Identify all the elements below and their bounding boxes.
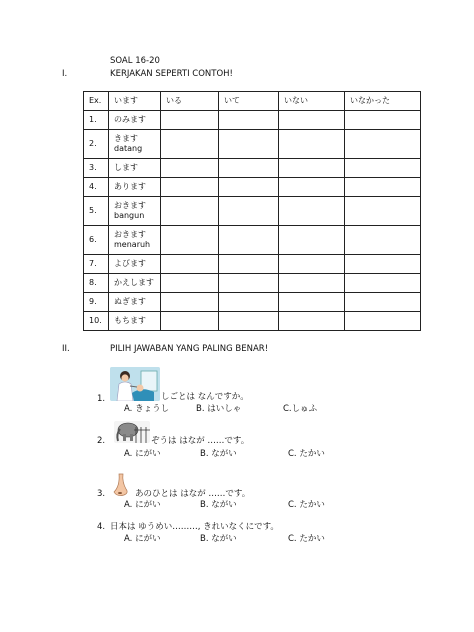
verb-word: あります — [114, 182, 146, 192]
answer-cell[interactable] — [345, 226, 421, 255]
verb-cell — [109, 255, 161, 274]
verb-word: よびます — [114, 259, 146, 269]
section2-number: II. — [62, 344, 70, 354]
verb-meaning: menaruh — [114, 240, 151, 249]
verb-cell — [109, 159, 161, 178]
row-number: 2. — [84, 130, 109, 159]
option-a[interactable]: A. にがい — [124, 534, 161, 544]
verb-word: おきます — [114, 201, 146, 211]
question-number: 1. — [97, 394, 106, 404]
option-a[interactable]: A. にがい — [124, 449, 161, 459]
row-number: 8. — [84, 274, 109, 293]
table-row — [84, 274, 421, 293]
answer-cell[interactable] — [219, 312, 279, 331]
answer-cell[interactable] — [219, 197, 279, 226]
table-row — [84, 178, 421, 197]
table-row — [84, 226, 421, 255]
verb-cell — [109, 312, 161, 331]
table-row — [84, 255, 421, 274]
header-cell: います — [109, 92, 161, 111]
verb-word: きます — [114, 134, 138, 144]
answer-cell[interactable] — [219, 159, 279, 178]
answer-cell[interactable] — [279, 111, 345, 130]
answer-cell[interactable] — [161, 226, 219, 255]
answer-cell[interactable] — [279, 293, 345, 312]
answer-cell[interactable] — [279, 197, 345, 226]
question-text: ぞうは はなが ……です。 — [151, 436, 250, 446]
answer-cell[interactable] — [161, 293, 219, 312]
verb-cell — [109, 130, 161, 159]
answer-cell[interactable] — [161, 178, 219, 197]
verb-word: もちます — [114, 316, 146, 326]
answer-cell[interactable] — [219, 130, 279, 159]
answer-cell[interactable] — [279, 159, 345, 178]
section1-title: KERJAKAN SEPERTI CONTOH! — [110, 69, 233, 79]
verb-word: かえします — [114, 278, 154, 288]
answer-cell[interactable] — [161, 111, 219, 130]
answer-cell[interactable] — [345, 111, 421, 130]
elephant-picture-icon — [114, 421, 150, 443]
answer-cell[interactable] — [345, 312, 421, 331]
answer-cell[interactable] — [345, 178, 421, 197]
answer-cell[interactable] — [345, 130, 421, 159]
option-c[interactable]: C. たかい — [288, 500, 325, 510]
row-number: 6. — [84, 226, 109, 255]
dentist-picture-icon — [110, 367, 160, 401]
table-row — [84, 197, 421, 226]
nose-picture-icon — [111, 472, 133, 499]
row-number: 5. — [84, 197, 109, 226]
table-row — [84, 111, 421, 130]
answer-cell[interactable] — [345, 255, 421, 274]
answer-cell[interactable] — [161, 159, 219, 178]
table-row — [84, 293, 421, 312]
verb-word: のみます — [114, 115, 146, 125]
header-cell: いない — [279, 92, 345, 111]
row-number: 9. — [84, 293, 109, 312]
answer-cell[interactable] — [279, 178, 345, 197]
header-cell: Ex. — [84, 92, 109, 111]
verb-meaning: bangun — [114, 211, 145, 220]
question-text: 日本は ゆうめい………, きれいなくにです。 — [110, 522, 279, 532]
verb-cell — [109, 178, 161, 197]
verb-word: おきます — [114, 230, 146, 240]
question-text: しごとは なんですか。 — [161, 392, 249, 402]
option-b[interactable]: B. はいしゃ — [196, 404, 242, 414]
answer-cell[interactable] — [161, 274, 219, 293]
option-a[interactable]: A. にがい — [124, 500, 161, 510]
answer-cell[interactable] — [161, 312, 219, 331]
question-number: 3. — [97, 489, 106, 499]
row-number: 10. — [84, 312, 109, 331]
answer-cell[interactable] — [219, 111, 279, 130]
option-c[interactable]: C. たかい — [288, 449, 325, 459]
row-number: 4. — [84, 178, 109, 197]
conjugation-table — [83, 91, 421, 331]
row-number: 7. — [84, 255, 109, 274]
verb-word: します — [114, 163, 138, 173]
option-b[interactable]: B. ながい — [200, 500, 237, 510]
section2-title: PILIH JAWABAN YANG PALING BENAR! — [110, 344, 269, 354]
answer-cell[interactable] — [219, 226, 279, 255]
answer-cell[interactable] — [279, 255, 345, 274]
option-b[interactable]: B. ながい — [200, 534, 237, 544]
verb-cell — [109, 274, 161, 293]
verb-cell — [109, 197, 161, 226]
header-cell: いて — [219, 92, 279, 111]
section1-number: I. — [62, 69, 68, 79]
row-number: 1. — [84, 111, 109, 130]
answer-cell[interactable] — [161, 197, 219, 226]
header-cell: いる — [161, 92, 219, 111]
table-row — [84, 130, 421, 159]
answer-cell[interactable] — [345, 274, 421, 293]
verb-cell — [109, 226, 161, 255]
header-cell: いなかった — [345, 92, 421, 111]
worksheet-title: SOAL 16-20 — [110, 56, 160, 66]
answer-cell[interactable] — [345, 197, 421, 226]
table-row — [84, 159, 421, 178]
answer-cell[interactable] — [345, 159, 421, 178]
option-b[interactable]: B. ながい — [200, 449, 237, 459]
answer-cell[interactable] — [219, 255, 279, 274]
answer-cell[interactable] — [279, 226, 345, 255]
verb-cell — [109, 111, 161, 130]
option-c[interactable]: C. たかい — [288, 534, 325, 544]
question-text: あのひとは はなが ……です。 — [135, 489, 251, 499]
answer-cell[interactable] — [345, 293, 421, 312]
verb-meaning: datang — [114, 144, 143, 153]
table-row — [84, 312, 421, 331]
row-number: 3. — [84, 159, 109, 178]
verb-cell — [109, 293, 161, 312]
answer-cell[interactable] — [161, 255, 219, 274]
answer-cell[interactable] — [219, 274, 279, 293]
option-a[interactable]: A. きょうし — [124, 404, 170, 414]
question-number: 2. — [97, 436, 106, 446]
answer-cell[interactable] — [219, 178, 279, 197]
verb-word: ぬぎます — [114, 297, 146, 307]
option-c[interactable]: C.しゅふ — [283, 404, 318, 414]
answer-cell[interactable] — [219, 293, 279, 312]
answer-cell[interactable] — [279, 130, 345, 159]
question-number: 4. — [97, 522, 106, 532]
answer-cell[interactable] — [279, 312, 345, 331]
answer-cell[interactable] — [161, 130, 219, 159]
answer-cell[interactable] — [279, 274, 345, 293]
table-header-row — [84, 92, 421, 111]
